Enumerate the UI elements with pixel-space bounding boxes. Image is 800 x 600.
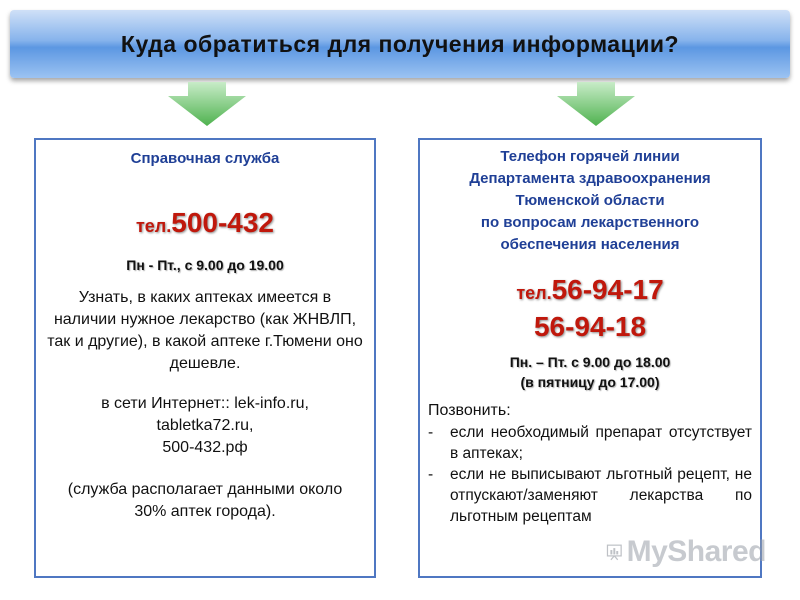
bullet-dash: - [428, 466, 434, 483]
hotline-panel [418, 138, 762, 578]
phone-value: 500-432 [171, 207, 275, 238]
bullet-dash: - [428, 424, 434, 441]
coverage-note: (служба располагает данными около 30% аптек города). [67, 481, 343, 520]
hours-line: (в пятницу до 17.00) [520, 374, 660, 390]
description-text: Узнать, в каких аптеках имеется в наличии нужное лекарство (как ЖНВЛП, так и другие), в какой аптеке г.Тюмени оно дешевле. [47, 289, 363, 372]
hours-line: Пн. – Пт. с 9.00 до 18.00 [509, 354, 671, 370]
heading-line: Департамента здравоохранения [469, 170, 711, 187]
panel-heading [420, 146, 760, 256]
list-item [428, 464, 752, 527]
list-item-text: если необходимый препарат отсутствует в аптеках; [450, 424, 752, 462]
internet-line: 500-432.рф [162, 439, 248, 456]
phone-value: 56-94-17 [551, 274, 664, 305]
heading-line: обеспечения населения [500, 236, 680, 253]
reasons-list [428, 422, 752, 527]
phone-prefix: тел. [135, 216, 172, 236]
internet-sites [36, 393, 374, 459]
down-arrow-icon [168, 82, 246, 126]
working-hours [420, 352, 760, 392]
page-title: Куда обратиться для получения информации? [120, 30, 680, 57]
chart-board-icon [606, 535, 623, 569]
call-title: Позвонить: [428, 402, 511, 419]
phone-number-second [420, 311, 760, 348]
panel-heading: Справочная служба [130, 150, 280, 167]
phone-prefix: тел. [516, 283, 552, 303]
heading-line: Тюменской области [515, 192, 665, 209]
title-banner [10, 10, 790, 78]
internet-line: в сети Интернет:: lek-info.ru, [101, 395, 309, 412]
list-item [428, 422, 752, 464]
watermark-text: MyShared [626, 535, 766, 568]
phone-number [420, 274, 760, 311]
heading-line: по вопросам лекарственного [480, 214, 700, 231]
working-hours: Пн - Пт., с 9.00 до 19.00 [126, 257, 284, 273]
down-arrow-icon [557, 82, 635, 126]
phone-number [36, 207, 374, 239]
reference-service-panel [34, 138, 376, 578]
internet-line: tabletka72.ru, [156, 417, 254, 434]
phone-value: 56-94-18 [533, 311, 647, 342]
list-item-text: если не выписывают льготный рецепт, не отпускают/заменяют лекарства по льготным рецептам [450, 466, 752, 525]
heading-line: Телефон горячей линии [500, 148, 680, 165]
watermark [606, 530, 766, 574]
